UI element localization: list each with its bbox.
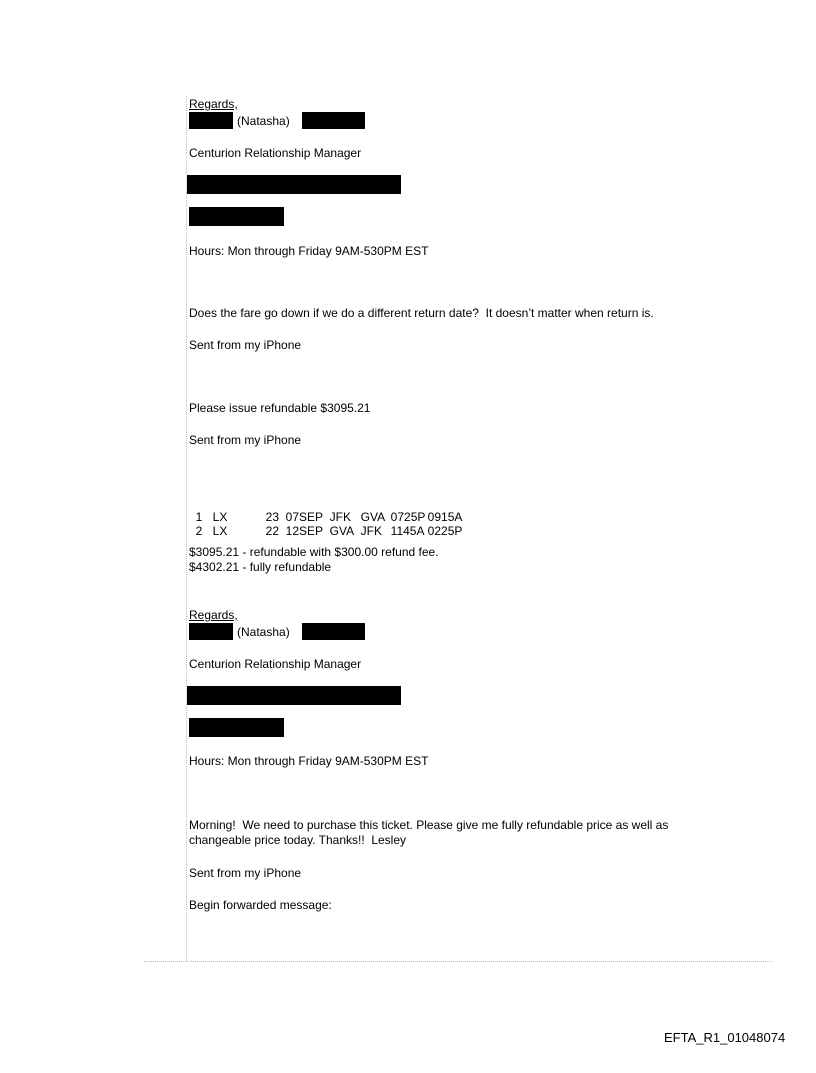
redaction-box — [302, 623, 365, 640]
segment-date: 07SEP — [285, 510, 324, 524]
regards-label: Regards, — [189, 608, 238, 622]
sent-from-line: Sent from my iPhone — [189, 866, 302, 880]
signature-hours: Hours: Mon through Friday 9AM-530PM EST — [189, 754, 429, 768]
fare-option: $3095.21 - refundable with $300.00 refund fee. — [189, 545, 439, 559]
segment-depart: 0725P — [390, 510, 426, 524]
itinerary-row — [189, 510, 462, 538]
signature-nickname: (Natasha) — [237, 625, 290, 639]
sent-from-line: Sent from my iPhone — [189, 338, 302, 352]
signature-nickname: (Natasha) — [237, 114, 290, 128]
fare-question-text: Does the fare go down if we do a different return date? It doesn’t matter when return is. — [189, 306, 654, 320]
signature-title: Centurion Relationship Manager — [189, 657, 362, 671]
redaction-box — [302, 112, 365, 129]
segment-arrive: 0225P — [427, 524, 463, 538]
document-id: EFTA_R1_01048074 — [664, 1030, 786, 1045]
redaction-box — [187, 686, 401, 705]
redaction-box — [189, 718, 284, 737]
redaction-box — [189, 623, 233, 640]
segment-depart: 1145A — [390, 524, 425, 538]
regards-label: Regards, — [189, 97, 238, 111]
morning-message-line: Morning! We need to purchase this ticket. Please give me fully refundable price as well as — [189, 818, 669, 832]
segment-destination: JFK — [360, 524, 383, 538]
quote-border-bottom — [144, 961, 772, 962]
segment-number: 1 — [195, 510, 203, 524]
segment-origin: JFK — [329, 510, 352, 524]
segment-flight: 23 — [265, 510, 280, 524]
signature-hours: Hours: Mon through Friday 9AM-530PM EST — [189, 244, 429, 258]
segment-arrive: 0915A — [427, 510, 463, 524]
signature-title: Centurion Relationship Manager — [189, 146, 362, 160]
begin-forwarded-text: Begin forwarded message: — [189, 898, 332, 912]
redaction-box — [189, 207, 284, 226]
morning-message-line: changeable price today. Thanks!! Lesley — [189, 833, 407, 847]
segment-airline: LX — [212, 510, 228, 524]
fare-option: $4302.21 - fully refundable — [189, 560, 332, 574]
redaction-box — [189, 112, 233, 129]
segment-flight: 22 — [265, 524, 280, 538]
segment-destination: GVA — [360, 510, 386, 524]
issue-refundable-text: Please issue refundable $3095.21 — [189, 401, 371, 415]
segment-number: 2 — [195, 524, 203, 538]
segment-date: 12SEP — [285, 524, 324, 538]
redaction-box — [187, 175, 401, 194]
segment-airline: LX — [212, 524, 228, 538]
sent-from-line: Sent from my iPhone — [189, 433, 302, 447]
quote-border-left — [186, 96, 187, 961]
segment-origin: GVA — [329, 524, 355, 538]
